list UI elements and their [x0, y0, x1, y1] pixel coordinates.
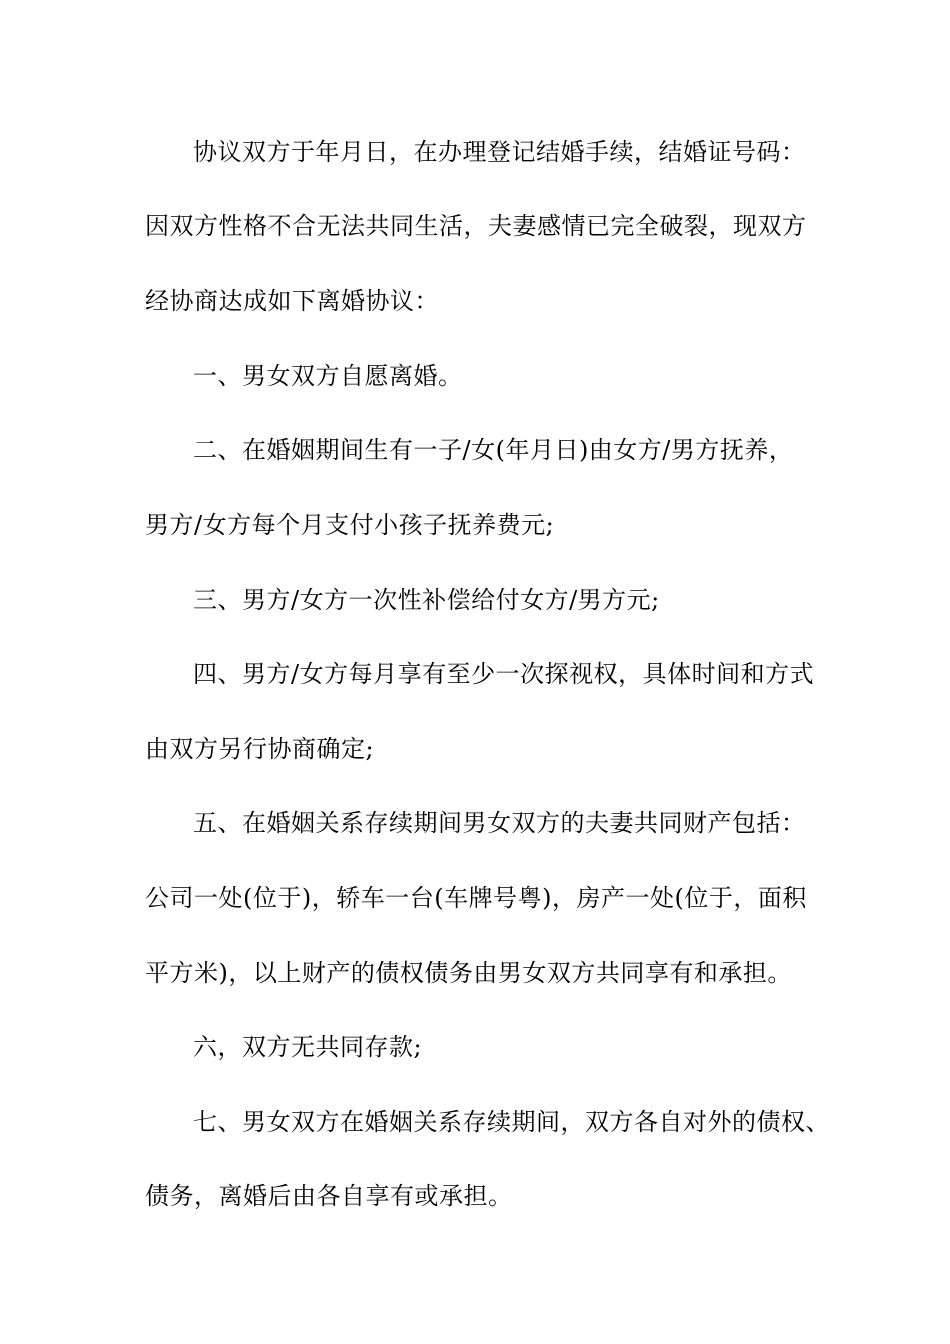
paragraph-line: 男方/女方每个月支付小孩子抚养费元;: [145, 511, 555, 539]
paragraph-line: 公司一处(位于)，轿车一台(车牌号粤)，房产一处(位于，面积: [145, 884, 807, 912]
paragraph-line: 六，双方无共同存款;: [193, 1033, 423, 1061]
paragraph-line: 三、男方/女方一次性补偿给付女方/男方元;: [193, 586, 660, 614]
paragraph-line: 五、在婚姻关系存续期间男女双方的夫妻共同财产包括：: [193, 809, 806, 837]
paragraph-line: 一、男女双方自愿离婚。: [193, 362, 463, 390]
paragraph-line: 因双方性格不合无法共同生活，夫妻感情已完全破裂，现双方: [145, 212, 807, 240]
paragraph-line: 协议双方于年月日，在办理登记结婚手续，结婚证号码：: [193, 138, 806, 166]
paragraph-line: 经协商达成如下离婚协议：: [145, 287, 439, 315]
paragraph-line: 二、在婚姻期间生有一子/女(年月日)由女方/男方抚养，: [193, 436, 794, 464]
paragraph-line: 由双方另行协商确定;: [145, 735, 375, 763]
paragraph-line: 四、男方/女方每月享有至少一次探视权，具体时间和方式: [193, 660, 815, 688]
paragraph-line: 平方米)，以上财产的债权债务由男女双方共同享有和承担。: [145, 959, 792, 987]
paragraph-line: 债务，离婚后由各自享有或承担。: [145, 1182, 513, 1210]
paragraph-line: 七、男女双方在婚姻关系存续期间，双方各自对外的债权、: [193, 1108, 830, 1136]
